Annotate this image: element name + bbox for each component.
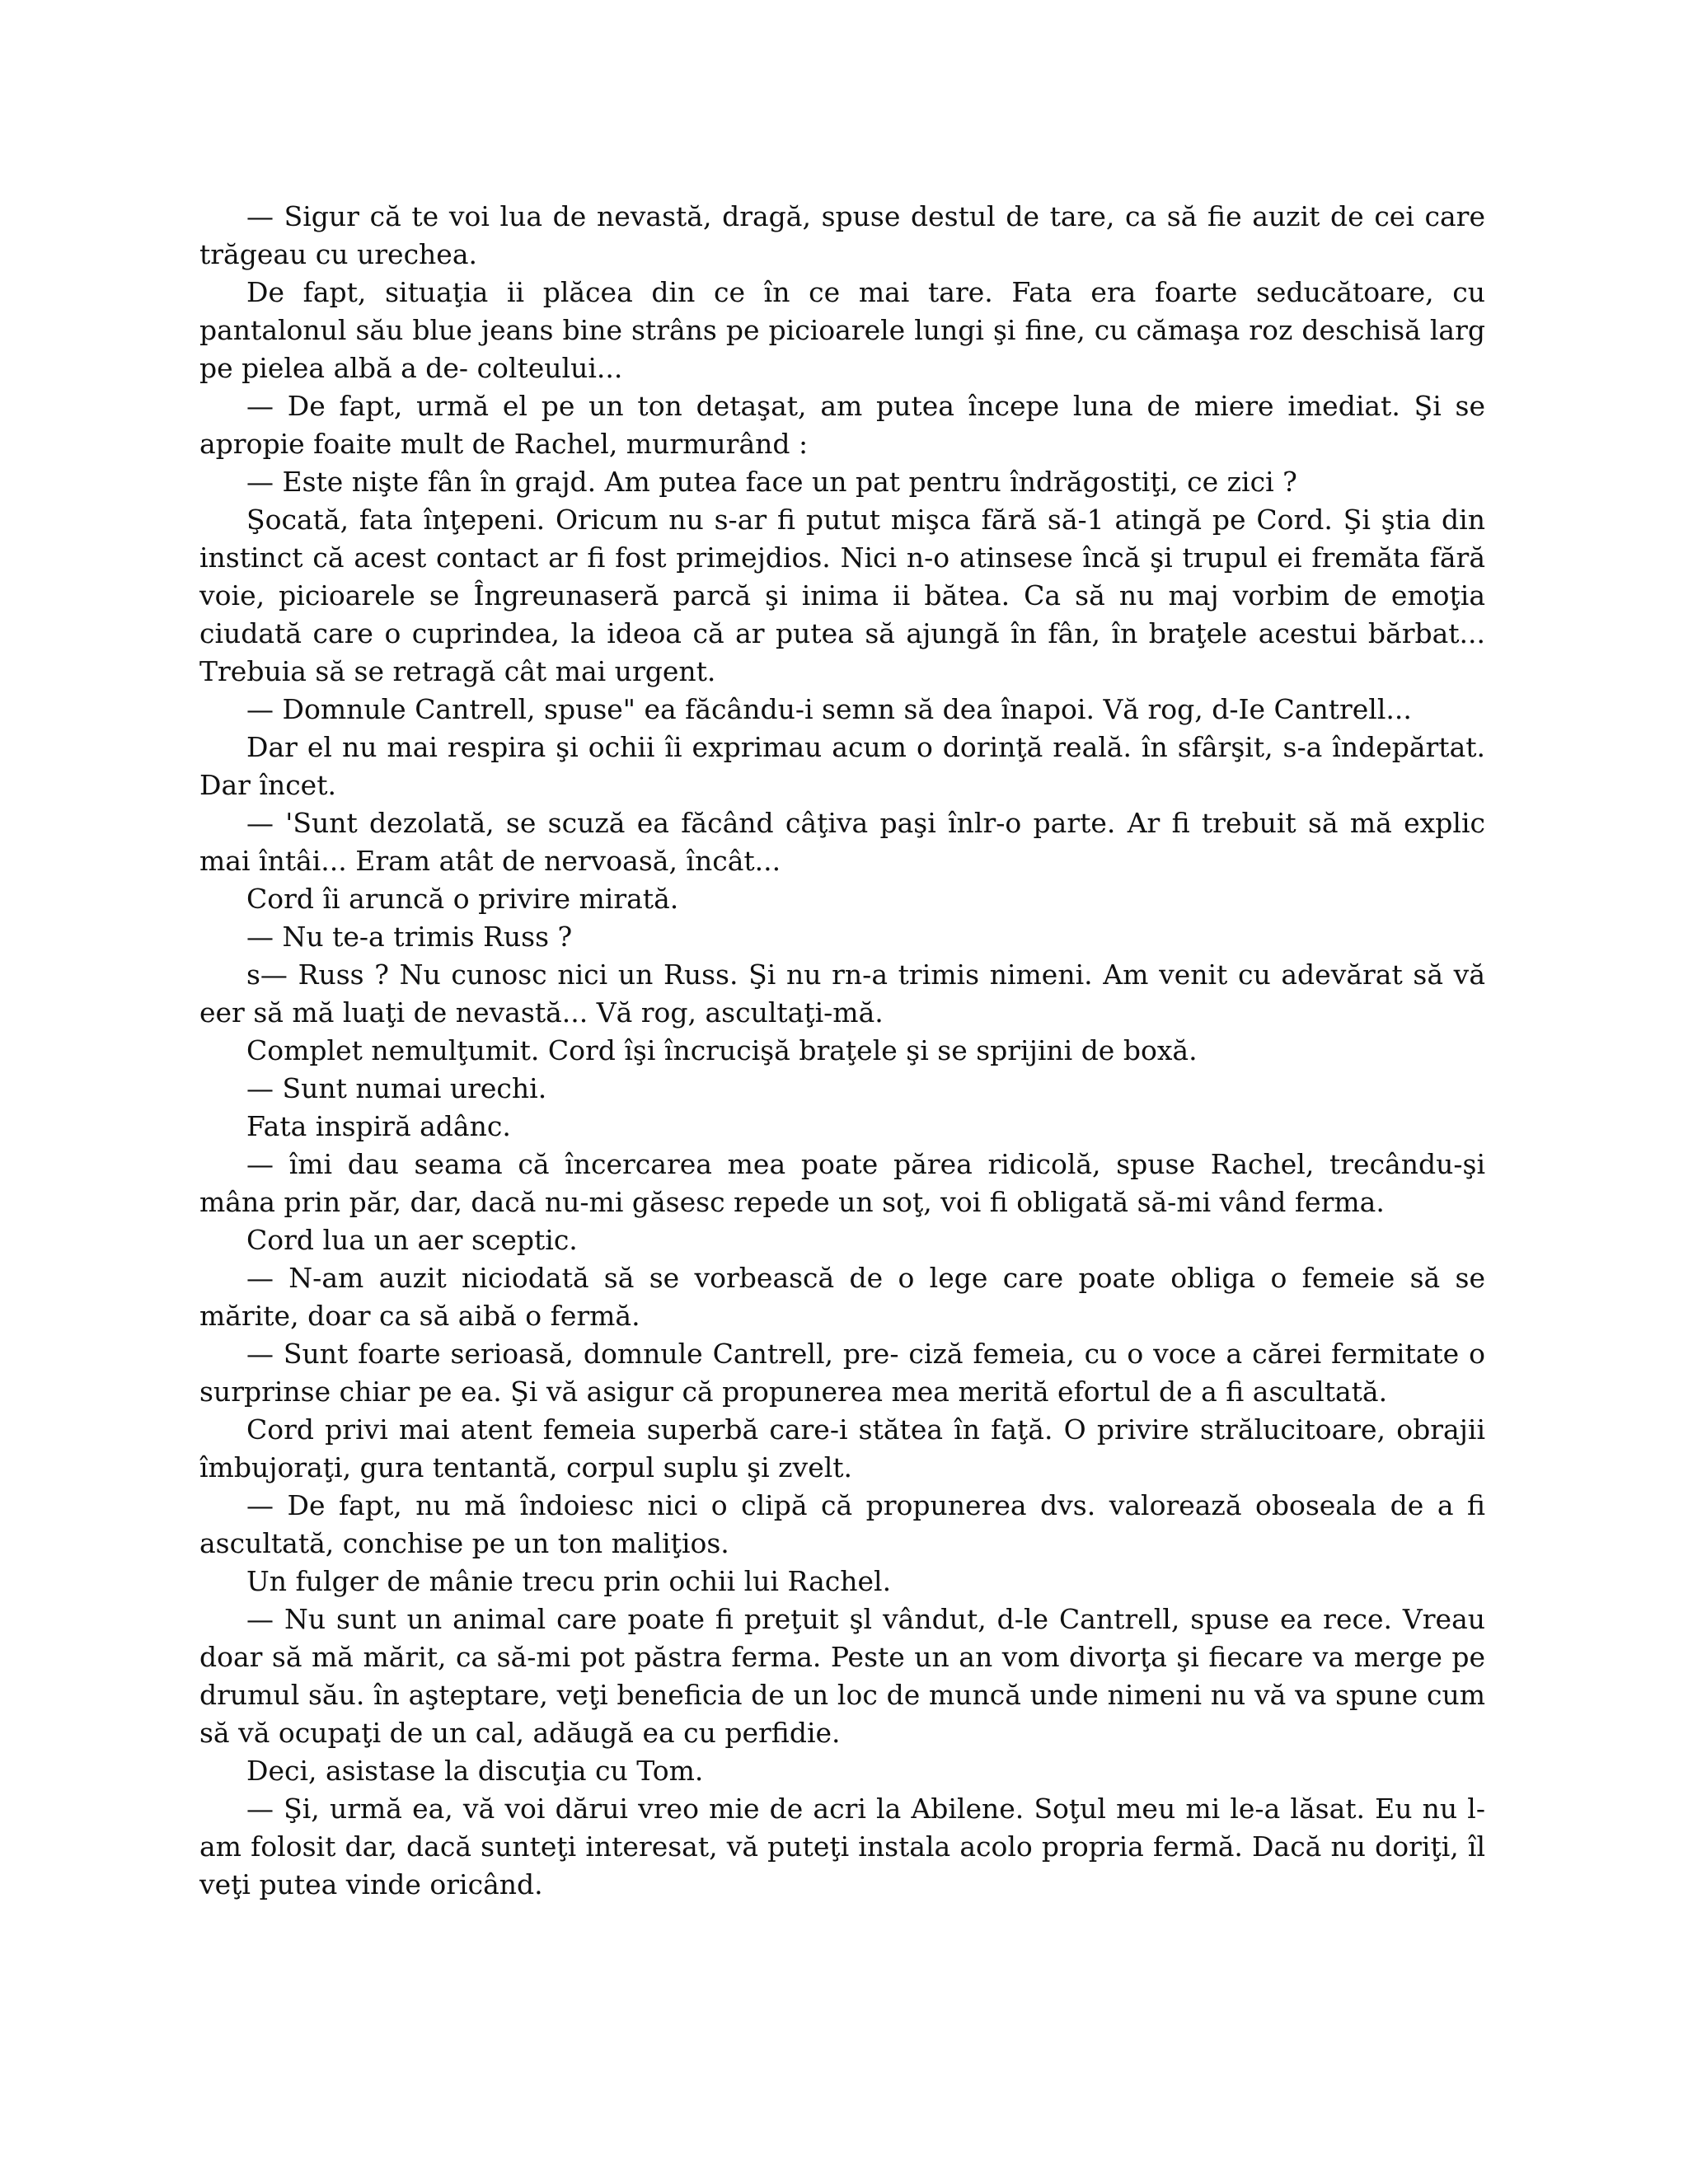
paragraph: s— Russ ? Nu cunosc nici un Russ. Şi nu rn-a trimis nimeni. Am venit cu adevărat să vă eer să mă luaţi de nevastă... Vă rog, ascultaţi-mă. [199,958,1485,1029]
text-body [199,198,1485,1904]
paragraph: — Sigur că te voi lua de nevastă, dragă, spuse destul de tare, ca să fie auzit de cei care trăgeau cu urechea. [199,200,1485,270]
paragraph: — Sunt numai urechi. [246,1072,547,1104]
paragraph: — Domnule Cantrell, spuse" ea făcându-i semn să dea înapoi. Vă rog, d-Ie Cantrell... [246,693,1412,725]
paragraph: — N-am auzit niciodată să se vorbească de o lege care poate obliga o femeie să se mărite, doar ca să aibă o fermă. [199,1262,1485,1332]
paragraph: Şocată, fata înţepeni. Oricum nu s-ar fi putut mişca fără să-1 atingă pe Cord. Şi ştia din instinct că acest contact ar fi fost primejdios. Nici n-o atinsese încă şi trupul ei fremăta fără voie, picioarele se Îngreunaseră parcă şi inima ii bătea. Ca să nu maj vorbim de emoţia ciudată care o cuprindea, la ideoa că ar putea să ajungă în fân, în braţele acestui bărbat... Trebuia să se retragă cât mai urgent. [199,504,1485,687]
paragraph: — De fapt, urmă el pe un ton detaşat, am putea începe luna de miere imediat. Şi se apropie foaite mult de Rachel, murmurând : [199,390,1485,460]
paragraph: Cord lua un aer sceptic. [246,1224,578,1256]
paragraph: Dar el nu mai respira şi ochii îi exprimau acum o dorinţă reală. în sfârşit, s-a îndepărtat. Dar încet. [199,731,1485,801]
paragraph: — Nu sunt un animal care poate fi preţuit şl vândut, d-le Cantrell, spuse ea rece. Vreau doar să mă mărit, ca să-mi pot păstra ferma. Peste un an vom divorţa şi fiecare va merge pe drumul său. în aşteptare, veţi beneficia de un loc de muncă unde nimeni nu vă va spune cum să vă ocupaţi de un cal, adăugă ea cu perfidie. [199,1603,1485,1749]
paragraph: — De fapt, nu mă îndoiesc nici o clipă că propunerea dvs. valorează oboseala de a fi ascultată, conchise pe un ton maliţios. [199,1489,1485,1559]
paragraph: Cord privi mai atent femeia superbă care-i stătea în faţă. O privire strălucitoare, obrajii îmbujoraţi, gura tentantă, corpul suplu şi zvelt. [199,1413,1485,1483]
paragraph: Un fulger de mânie trecu prin ochii lui Rachel. [246,1565,892,1597]
paragraph: Complet nemulţumit. Cord îşi încrucişă braţele şi se sprijini de boxă. [246,1034,1198,1066]
paragraph: — Nu te-a trimis Russ ? [246,921,573,953]
paragraph: — îmi dau seama că încercarea mea poate părea ridicolă, spuse Rachel, trecându-şi mâna prin păr, dar, dacă nu-mi găsesc repede un soţ, voi fi obligată să-mi vând ferma. [199,1148,1485,1218]
paragraph: — 'Sunt dezolată, se scuză ea făcând câţiva paşi înlr-o parte. Ar fi trebuit să mă explic mai întâi... Eram atât de nervoasă, încât... [199,807,1485,877]
paragraph: Fata inspiră adânc. [246,1110,511,1142]
paragraph: — Sunt foarte serioasă, domnule Cantrell, pre- ciză femeia, cu o voce a cărei fermitate o surprinse chiar pe ea. Şi vă asigur că propunerea mea merită efortul de a fi ascultată. [199,1338,1485,1408]
paragraph: Deci, asistase la discuţia cu Tom. [246,1755,704,1787]
paragraph: Cord îi aruncă o privire mirată. [246,883,679,915]
paragraph: De fapt, situaţia ii plăcea din ce în ce mai tare. Fata era foarte seducătoare, cu pantalonul său blue jeans bine strâns pe picioarele lungi şi fine, cu cămaşa roz deschisă larg pe pielea albă a de- colteului... [199,276,1485,384]
paragraph: — Şi, urmă ea, vă voi dărui vreo mie de acri la Abilene. Soţul meu mi le-a lăsat. Eu nu l-am folosit dar, dacă sunteţi interesat, vă puteţi instala acolo propria fermă. Dacă nu doriţi, îl veţi putea vinde oricând. [199,1793,1485,1900]
paragraph: — Este nişte fân în grajd. Am putea face un pat pentru îndrăgostiţi, ce zici ? [246,466,1297,498]
